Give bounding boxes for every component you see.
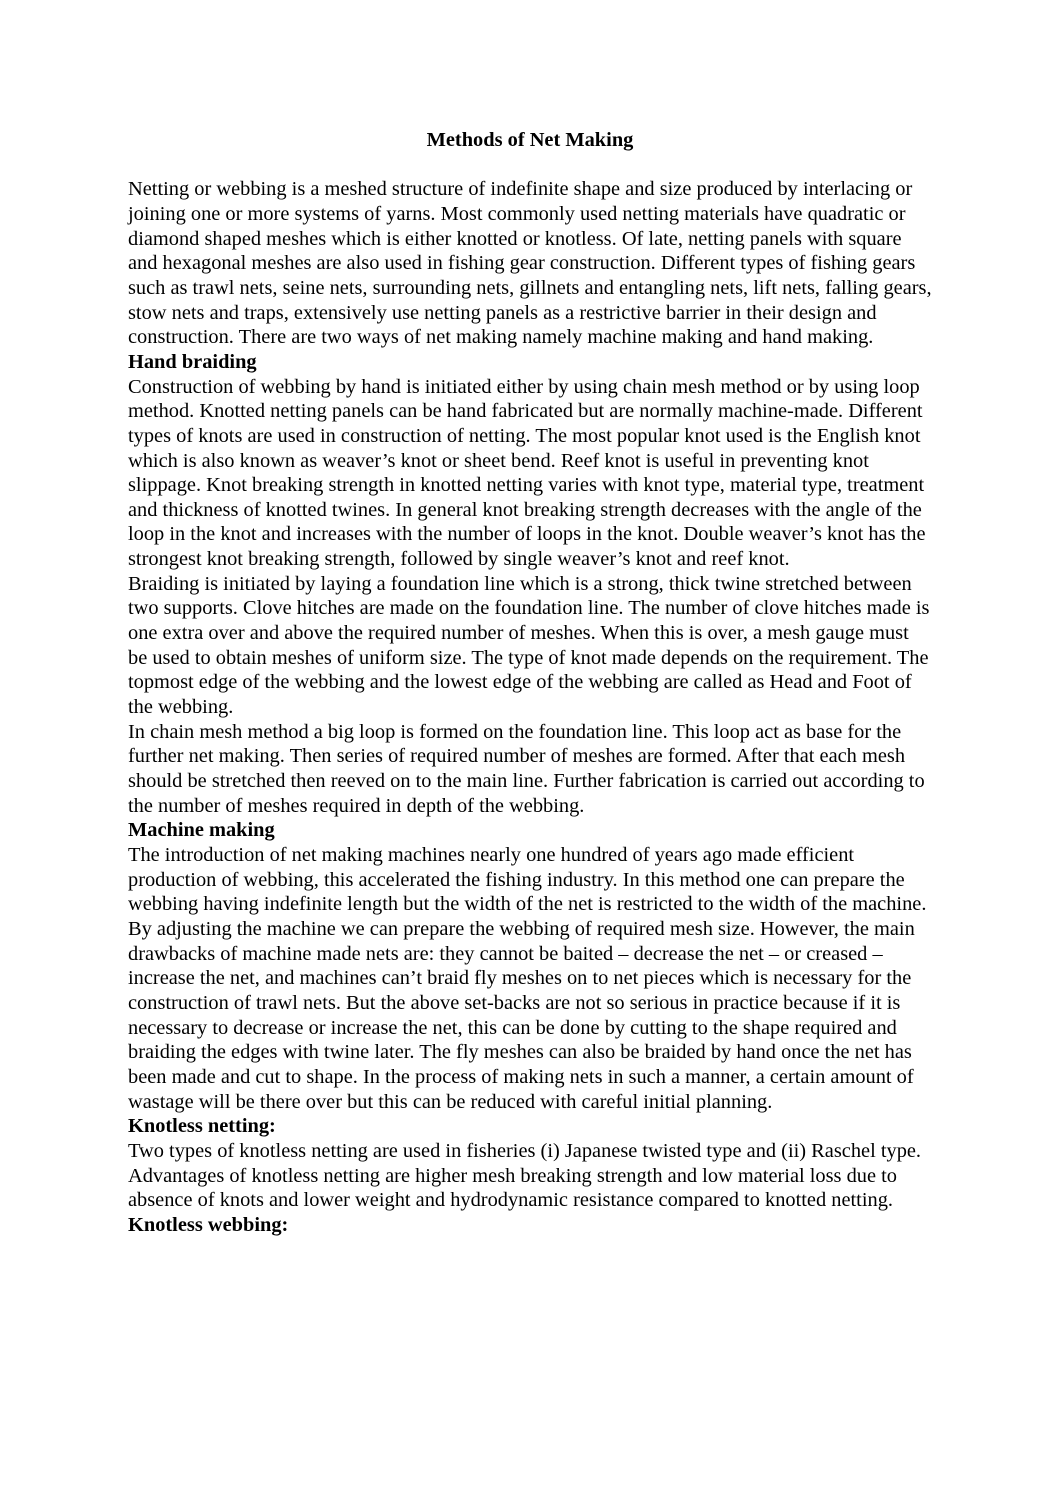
paragraph-chain-mesh-method: In chain mesh method a big loop is formed on the foundation line. This loop act as base for the further net making. Then series of required number of meshes are formed. After that each mesh should be stretched then reeved on to the main line. Further fabrication is carried out according to the number of meshes required in depth of the webbing. xyxy=(128,720,925,817)
section-heading-knotless-netting: Knotless netting: xyxy=(128,1115,276,1138)
paragraph-braiding-foundation-line: Braiding is initiated by laying a foundation line which is a strong, thick twine stretched between two supports. Clove hitches are made on the foundation line. The number of clove hitches made is one extra over and above the required number of meshes. When this is over, a mesh gauge must be used to obtain meshes of uniform size. The type of knot made depends on the requirement. The topmost edge of the webbing and the lowest edge of the webbing are called as Head and Foot of the webbing. xyxy=(128,572,930,719)
paragraph-hand-braiding-knots: Construction of webbing by hand is initiated either by using chain mesh method or by using loop method. Knotted netting panels can be hand fabricated but are normally machine-made. Different types of knots are used in construction of netting. The most popular knot used is the English knot which is also known as weaver’s knot or sheet bend. Reef knot is useful in preventing knot slippage. Knot breaking strength in knotted netting varies with knot type, material type, treatment and thickness of knotted twines. In general knot breaking strength decreases with the angle of the loop in the knot and increases with the number of loops in the knot. Double weaver’s knot has the strongest knot breaking strength, followed by single weaver’s knot and reef knot. xyxy=(128,375,926,571)
paragraph-knotless-netting: Two types of knotless netting are used in fisheries (i) Japanese twisted type and (ii) Raschel type. Advantages of knotless netting are higher mesh breaking strength and low material loss due to absence of knots and lower weight and hydrodynamic resistance compared to knotted netting. xyxy=(128,1139,922,1212)
section-heading-machine-making: Machine making xyxy=(128,819,275,842)
paragraph-machine-making: The introduction of net making machines nearly one hundred of years ago made efficient production of webbing, this accelerated the fishing industry. In this method one can prepare the webbing having indefinite length but the width of the net is restricted to the width of the machine. By adjusting the machine we can prepare the webbing of required mesh size. However, the main drawbacks of machine made nets are: they cannot be baited – decrease the net – or creased – increase the net, and machines can’t braid fly meshes on to net pieces which is necessary for the construction of trawl nets. But the above set-backs are not so serious in practice because if it is necessary to decrease or increase the net, this can be done by cutting to the shape required and braiding the edges with twine later. The fly meshes can also be braided by hand once the net has been made and cut to shape. In the process of making nets in such a manner, a certain amount of wastage will be there over but this can be reduced with careful initial planning. xyxy=(128,844,927,1113)
section-heading-hand-braiding: Hand braiding xyxy=(128,350,257,373)
document-content xyxy=(128,128,932,1238)
document-title: Methods of Net Making xyxy=(426,129,634,151)
paragraph-intro: Netting or webbing is a meshed structure of indefinite shape and size produced by interlacing or joining one or more systems of yarns. Most commonly used netting materials have quadratic or diamond shaped meshes which is either knotted or knotless. Of late, netting panels with square and hexagonal meshes are also used in fishing gear construction. Different types of fishing gears such as trawl nets, seine nets, surrounding nets, gillnets and entangling nets, lift nets, falling gears, stow nets and traps, extensively use netting panels as a restrictive barrier in their design and construction. There are two ways of net making namely machine making and hand making. xyxy=(128,178,932,349)
section-heading-knotless-webbing: Knotless webbing: xyxy=(128,1213,289,1236)
